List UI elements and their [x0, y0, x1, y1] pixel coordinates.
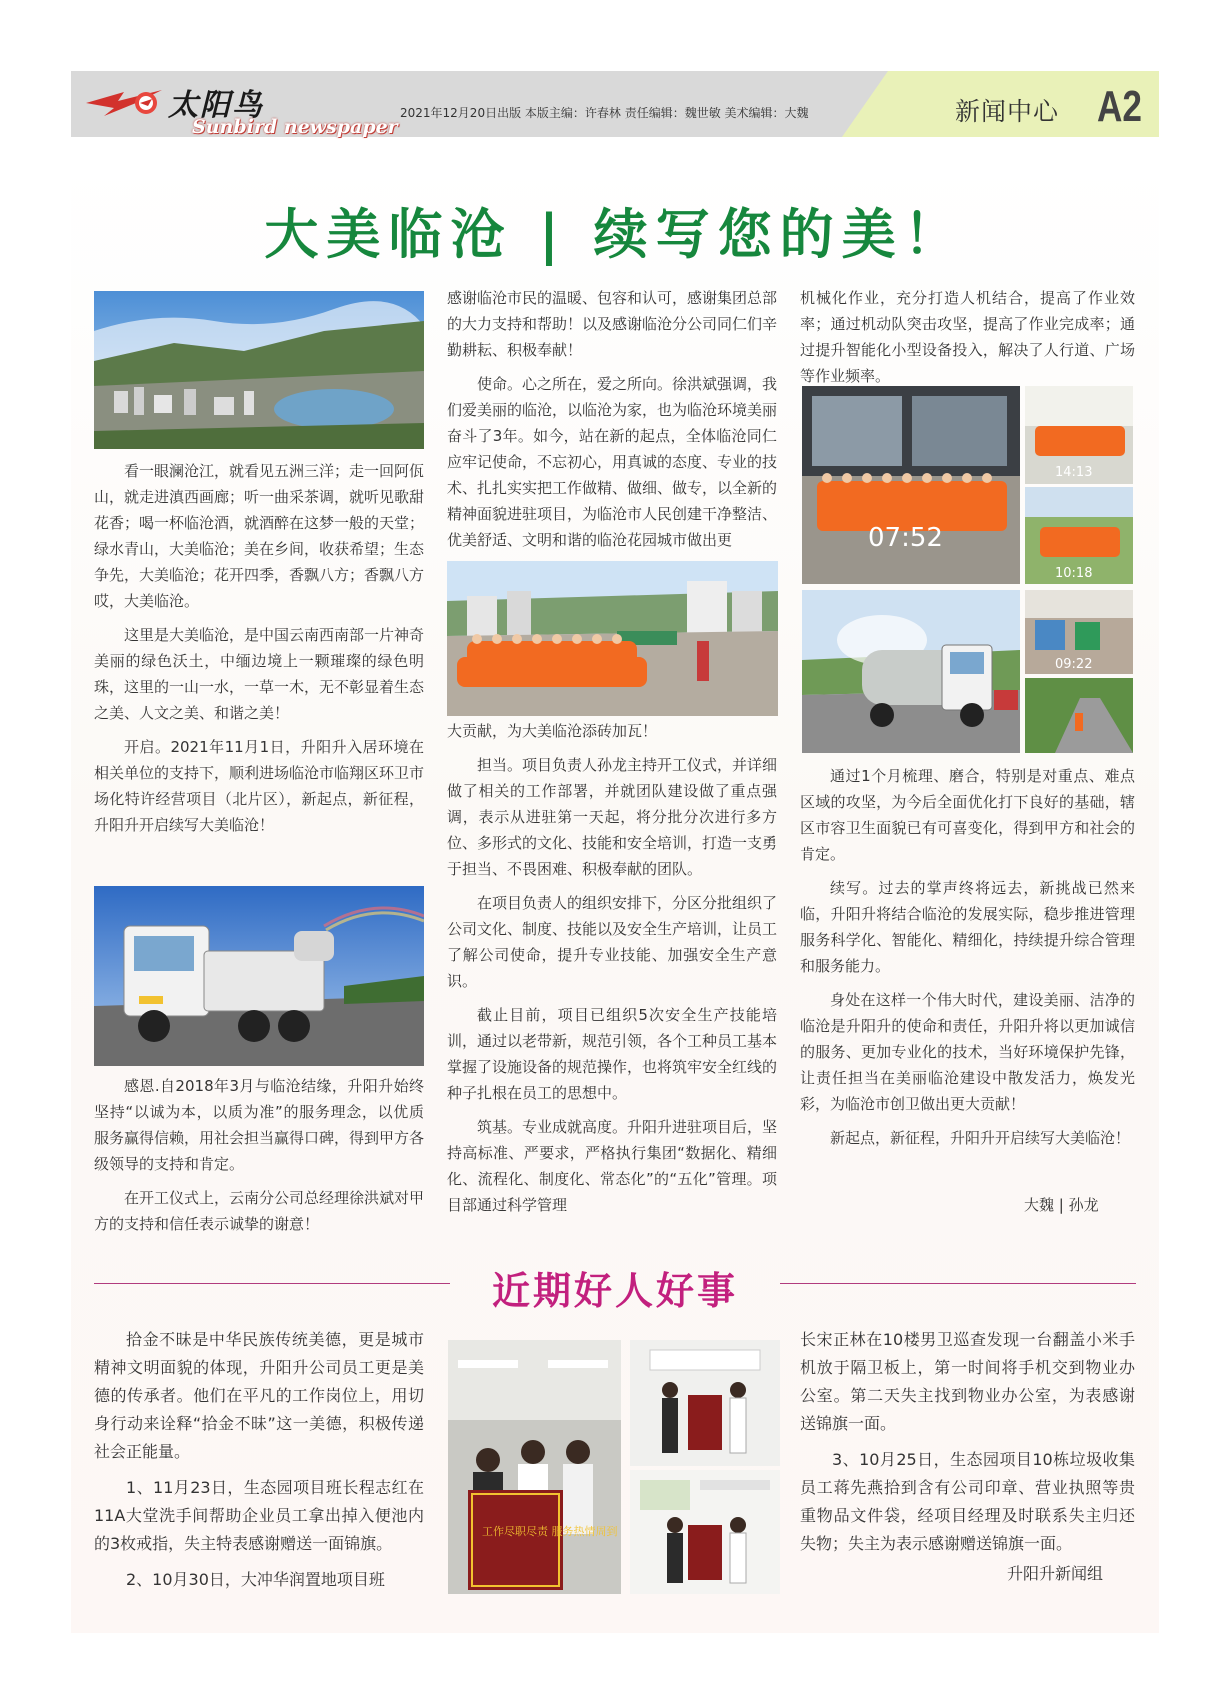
page-number: A2: [1097, 82, 1142, 131]
article1-column1-top: [94, 458, 424, 846]
paragraph: 大贡献，为大美临沧添砖加瓦！: [447, 722, 658, 740]
photo-timestamp: 09:22: [1055, 657, 1093, 672]
workers-photo-1: [1025, 386, 1133, 484]
paragraph: 3、10月25日，生态园项目10栋垃圾收集员工蒋先燕拾到含有公司印章、营业执照等贵重物品文件袋，经项目经理及时联系失主归还失物；失主为表示感谢赠送锦旗一面。: [800, 1450, 1135, 1553]
banner-presentation-photo-3: [630, 1470, 780, 1594]
paragraph: 使命。心之所在，爱之所向。徐洪斌强调，我们爱美丽的临沧，以临沧为家，也为临沧环境美丽奋斗了3年。如今，站在新的起点，全体临沧同仁应牢记使命，不忘初心，用真诚的态度、专业的技术、扎扎实实把工作做精、做细、做专，以全新的精神面貌进驻项目，为临沧市人民创建干净整洁、优美舒适、文明和谐的临沧花园城市做出更: [447, 375, 778, 549]
paragraph: 2、10月30日，大冲华润置地项目班: [126, 1570, 385, 1589]
paragraph: 筑基。专业成就高度。升阳升进驻项目后，坚持高标准、严要求，严格执行集团“数据化、精细化、流程化、制度化、常态化”的“五化”管理。项目部通过科学管理: [447, 1118, 778, 1214]
article1-column2-top: [447, 285, 777, 561]
vacuum-truck-photo: [802, 590, 1020, 753]
paragraph: 感谢临沧市民的温暖、包容和认可，感谢集团总部的大力支持和帮助！以及感谢临沧分公司同仁们辛勤耕耘、积极奉献！: [447, 289, 778, 359]
paragraph: 身处在这样一个伟大时代，建设美丽、洁净的临沧是升阳升的使命和责任，升阳升将以更加诚信的服务、更加专业化的技术，当好环境保护先锋，让责任担当在美丽临沧建设中散发活力，焕发光彩，为临沧市创卫做出更大贡献！: [800, 991, 1135, 1113]
article1-column3-bottom: [800, 763, 1135, 1159]
sunbird-logo-icon: [84, 86, 164, 120]
paragraph: 担当。项目负责人孙龙主持开工仪式，并详细做了相关的工作部署，并就团队建设做了重点强调，表示从进驻第一天起，将分批分次进行多方位、多形式的文化、技能和安全培训，打造一支勇于担当、不畏困难、积极奉献的团队。: [447, 756, 778, 878]
paragraph: 感恩.自2018年3月与临沧结缘，升阳升始终坚持“以诚为本，以质为准”的服务理念，以优质服务赢得信赖，用社会担当赢得口碑，得到甲方各级领导的支持和肯定。: [94, 1077, 425, 1173]
divider-left: [94, 1283, 450, 1284]
section-name: 新闻中心: [955, 97, 1060, 126]
logo-text: 太阳鸟: [168, 88, 264, 123]
article2-column3: [800, 1326, 1135, 1566]
photo-timestamp: 10:18: [1055, 566, 1093, 581]
paragraph: 通过1个月梳理、磨合，特别是对重点、难点区域的攻坚，为今后全面优化打下良好的基础，辖区市容卫生面貌已有可喜变化，得到甲方和社会的肯定。: [800, 767, 1135, 863]
article-title: 大美临沧 | 续写您的美！: [264, 203, 966, 266]
article1-byline: 大魏 | 孙龙: [1024, 1196, 1099, 1214]
paragraph: 在项目负责人的组织安排下，分区分批组织了公司文化、制度、技能以及安全生产培训，让员工了解公司使命，提升专业技能、加强安全生产意识。: [447, 894, 778, 990]
article1-column1-bottom: [94, 1073, 424, 1245]
article2-byline: 升阳升新闻组: [1007, 1564, 1104, 1583]
cleaning-carts-photo: [1025, 590, 1133, 674]
paragraph: 长宋正林在10楼男卫巡查发现一台翻盖小米手机放于隔卫板上，第一时间将手机交到物业办公室。第二天失主找到物业办公室，为表感谢送锦旗一面。: [800, 1330, 1135, 1433]
paragraph: 机械化作业，充分打造人机结合，提高了作业效率；通过机动队突击攻坚，提高了作业完成率；通过提升智能化小型设备投入，解决了人行道、广场等作业频率。: [800, 289, 1135, 385]
logo-english: Sunbird newspaper: [192, 116, 398, 138]
paragraph: 续写。过去的掌声终将远去，新挑战已然来临，升阳升将结合临沧的发展实际，稳步推进管理服务科学化、智能化、精细化，持续提升综合管理和服务能力。: [800, 879, 1135, 975]
article2-column1: [94, 1326, 424, 1602]
paragraph: 新起点，新征程，升阳升开启续写大美临沧！: [830, 1129, 1131, 1147]
banner-presentation-photo-1: [448, 1340, 621, 1594]
paragraph: 在开工仪式上，云南分公司总经理徐洪斌对甲方的支持和信任表示诚挚的谢意！: [94, 1189, 425, 1233]
banner-presentation-photo-2: [630, 1340, 780, 1466]
workers-photo-2: [1025, 487, 1133, 584]
publication-info: 2021年12月20日出版 本版主编：许春林 责任编辑：魏世敏 美术编辑：大魏: [400, 106, 809, 120]
paragraph: 这里是大美临沧，是中国云南西南部一片神奇美丽的绿色沃土，中缅边境上一颗璀璨的绿色明珠，这里的一山一水，一草一木，无不彰显着生态之美、人文之美、和谐之美！: [94, 626, 425, 722]
street-sweeping-photo: [1025, 678, 1133, 753]
staff-lineup-photo: [802, 386, 1020, 584]
photo-timestamp: 14:13: [1055, 465, 1093, 480]
paragraph: 截止目前，项目已组织5次安全生产技能培训，通过以老带新，规范引领，各个工种员工基本掌握了设施设备的规范操作，也将筑牢安全红线的种子扎根在员工的思想中。: [447, 1006, 778, 1102]
photo-timestamp: 07:52: [868, 523, 943, 553]
divider-right: [780, 1283, 1136, 1284]
section-title-good-deeds: 近期好人好事: [491, 1269, 738, 1313]
banner-text: 工作尽职尽责 服务热情周到: [482, 1525, 618, 1538]
paragraph: 1、11月23日，生态园项目班长程志红在11A大堂洗手间帮助企业员工拿出掉入便池内的3枚戒指，失主特表感谢赠送一面锦旗。: [94, 1478, 424, 1553]
article1-column2-bottom: [447, 718, 777, 1226]
sprayer-truck-photo: [94, 886, 424, 1066]
team-group-photo: [447, 561, 778, 716]
article1-column3-top: [800, 285, 1135, 397]
city-landscape-photo: [94, 291, 424, 449]
paragraph: 开启。2021年11月1日，升阳升入居环境在相关单位的支持下，顺利进场临沧市临翔区环卫市场化特许经营项目（北片区），新起点，新征程，升阳升开启续写大美临沧！: [94, 738, 425, 834]
paragraph: 拾金不昧是中华民族传统美德，更是城市精神文明面貌的体现，升阳升公司员工更是美德的传承者。他们在平凡的工作岗位上，用切身行动来诠释“拾金不昧”这一美德，积极传递社会正能量。: [94, 1330, 424, 1461]
paragraph: 看一眼澜沧江，就看见五洲三洋；走一回阿佤山，就走进滇西画廊；听一曲采茶调，就听见歌甜花香；喝一杯临沧酒，就酒醉在这梦一般的天堂；绿水青山，大美临沧；美在乡间，收获希望；生态争先，大美临沧；花开四季，香飘八方；香飘八方哎，大美临沧。: [94, 462, 425, 610]
